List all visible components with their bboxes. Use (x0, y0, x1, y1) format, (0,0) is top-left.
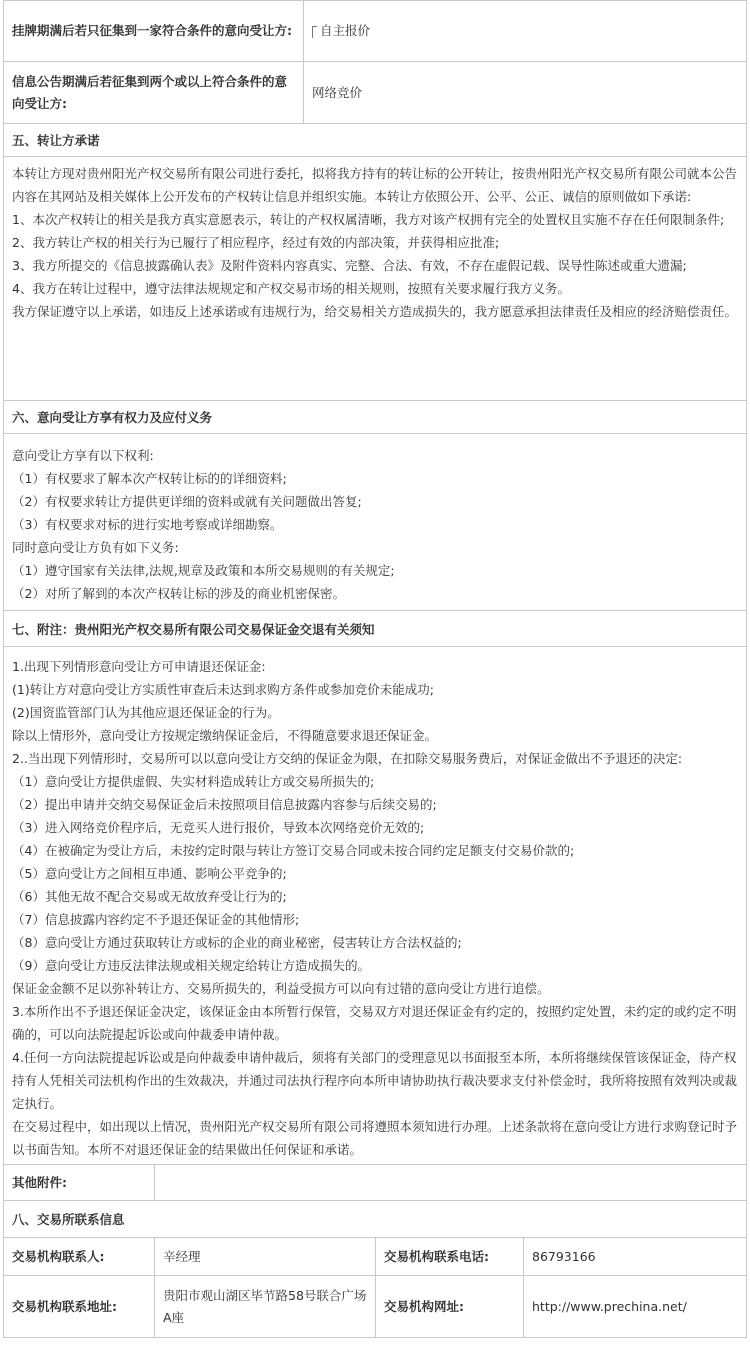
paragraph: （2）提出申请并交纳交易保证金后未按照项目信息披露内容参与后续交易的; (12, 797, 437, 812)
section-body-deposit-notes (3, 647, 747, 1165)
paragraph: 3、我方所提交的《信息披露确认表》及附件资料内容真实、完整、合法、有效，不存在虚假记载、误导性陈述或重大遗漏; (12, 258, 687, 273)
paragraph: 3.本所作出不予退还保证金决定，该保证金由本所暂行保管，交易双方对退还保证金有约定的，按照约定处置，未约定的或约定不明确的，可以向法院提起诉讼或向仲裁委申请仲裁。 (12, 1004, 737, 1042)
phone-label: 交易机构联系电话: (375, 1238, 523, 1275)
paragraph: （1）意向受让方提供虚假、失实材料造成转让方或交易所损失的; (12, 774, 375, 789)
contact-person-value: 辛经理 (154, 1238, 375, 1275)
paragraph: 2..当出现下列情形时，交易所可以以意向受让方交纳的保证金为限，在扣除交易服务费后，对保证金做出不予退还的决定: (12, 751, 683, 766)
paragraph: 4.任何一方向法院提起诉讼或是向仲裁委申请仲裁后，须将有关部门的受理意见以书面报至本所，本所将继续保管该保证金，待产权持有人凭相关司法机构作出的生效裁决，并通过司法执行程序向本所申请协助执行裁决要求支付补偿金时，我所将按照有效判决或裁定执行。 (12, 1050, 738, 1111)
section-header-deposit-notes: 七、附注：贵州阳光产权交易所有限公司交易保证金交退有关须知 (3, 611, 747, 647)
row-label: 其他附件: (12, 1174, 67, 1190)
paragraph: 同时意向受让方负有如下义务: (12, 540, 179, 555)
contact-person-label: 交易机构联系人: (12, 1248, 105, 1264)
section-body-buyer-rights (3, 434, 747, 611)
cursor-caret-icon (312, 26, 317, 38)
paragraph: （4）在被确定为受让方后，未按约定时限与转让方签订交易合同或未按合同约定足额支付交易价款的; (12, 843, 575, 858)
row-value (154, 1165, 746, 1200)
paragraph: (1)转让方对意向受让方实质性审查后未达到求购方条件或参加竞价未能成功; (12, 682, 434, 697)
other-attachments-row (3, 1165, 747, 1201)
paragraph: (2)国资监管部门认为其他应退还保证金的行为。 (12, 705, 280, 720)
paragraph: （2）有权要求转让方提供更详细的资料或就有关问题做出答复; (12, 494, 362, 509)
paragraph: 本转让方现对贵州阳光产权交易所有限公司进行委托，拟将我方持有的转让标的公开转让，按贵州阳光产权交易所有限公司就本公告内容在其网站及相关媒体上公开发布的产权转让信息并组织实施。本转让方依照公开、公平、公正、诚信的原则做如下承诺: (12, 166, 738, 204)
paragraph: （3）进入网络竞价程序后，无竞买人进行报价，导致本次网络竞价无效的; (12, 820, 425, 835)
paragraph: （2）对所了解到的本次产权转让标的涉及的商业机密保密。 (12, 586, 345, 601)
address-value: 贵阳市观山湖区毕节路58号联合广场A座 (154, 1276, 375, 1337)
row-label: 信息公告期满后若征集到两个或以上符合条件的意向受让方: (12, 73, 288, 111)
paragraph: 1、本次产权转让的相关是我方真实意愿表示，转让的产权权属清晰，我方对该产权拥有完全的处置权且实施不存在任何限制条件; (12, 212, 725, 227)
paragraph: （3）有权要求对标的进行实地考察或详细勘察。 (12, 517, 283, 532)
paragraph: 除以上情形外，意向受让方按规定缴纳保证金后，不得随意要求退还保证金。 (12, 728, 438, 743)
paragraph: 4、我方在转让过程中，遵守法律法规规定和产权交易市场的相关规则，按照有关要求履行我方义务。 (12, 281, 570, 296)
paragraph: 在交易过程中，如出现以上情况，贵州阳光产权交易所有限公司将遵照本须知进行办理。上述条款将在意向受让方进行求购登记时予以书面告知。本所不对退还保证金的结果做出任何保证和承诺。 (12, 1119, 738, 1157)
paragraph: 保证金金额不足以弥补转让方、交易所损失的，利益受损方可以向有过错的意向受让方进行追偿。 (12, 981, 550, 996)
paragraph: 2、我方转让产权的相关行为已履行了相应程序，经过有效的内部决策，并获得相应批准; (12, 235, 500, 250)
address-label: 交易机构联系地址: (12, 1298, 117, 1314)
info-row-multiple-bidders (3, 62, 747, 124)
paragraph: （1）遵守国家有关法律,法规,规章及政策和本所交易规则的有关规定; (12, 563, 395, 578)
contact-row-address-website (3, 1276, 747, 1338)
paragraph: （7）信息披露内容约定不予退还保证金的其他情形; (12, 912, 300, 927)
row-value: 网络竞价 (303, 62, 746, 123)
row-value: 自主报价 (303, 1, 746, 61)
paragraph: （5）意向受让方之间相互串通、影响公平竞争的; (12, 866, 287, 881)
paragraph: （6）其他无故不配合交易或无故放弃受让行为的; (12, 889, 287, 904)
section-header-transferor-promise: 五、转让方承诺 (3, 124, 747, 157)
paragraph: 1.出现下列情形意向受让方可申请退还保证金: (12, 659, 266, 674)
contact-row-person-phone (3, 1238, 747, 1276)
section-header-buyer-rights: 六、意向受让方享有权力及应付义务 (3, 401, 747, 434)
section-header-contact-info: 八、交易所联系信息 (3, 1201, 747, 1238)
paragraph: （1）有权要求了解本次产权转让标的的详细资料; (12, 471, 287, 486)
website-link[interactable]: http://www.prechina.net/ (523, 1276, 746, 1337)
paragraph: （8）意向受让方通过获取转让方或标的企业的商业秘密，侵害转让方合法权益的; (12, 935, 462, 950)
info-row-single-bidder (3, 0, 747, 62)
row-label: 挂牌期满后若只征集到一家符合条件的意向受让方: (12, 23, 292, 38)
phone-value: 86793166 (523, 1238, 746, 1275)
paragraph: 我方保证遵守以上承诺，如违反上述承诺或有违规行为，给交易相关方造成损失的，我方愿意承担法律责任及相应的经济赔偿责任。 (12, 304, 738, 319)
paragraph: （9）意向受让方违反法律法规或相关规定给转让方造成损失的。 (12, 958, 370, 973)
notice-document (3, 0, 747, 1338)
website-label: 交易机构网址: (375, 1276, 523, 1337)
section-body-transferor-promise (3, 157, 747, 401)
paragraph: 意向受让方享有以下权利: (12, 448, 154, 463)
